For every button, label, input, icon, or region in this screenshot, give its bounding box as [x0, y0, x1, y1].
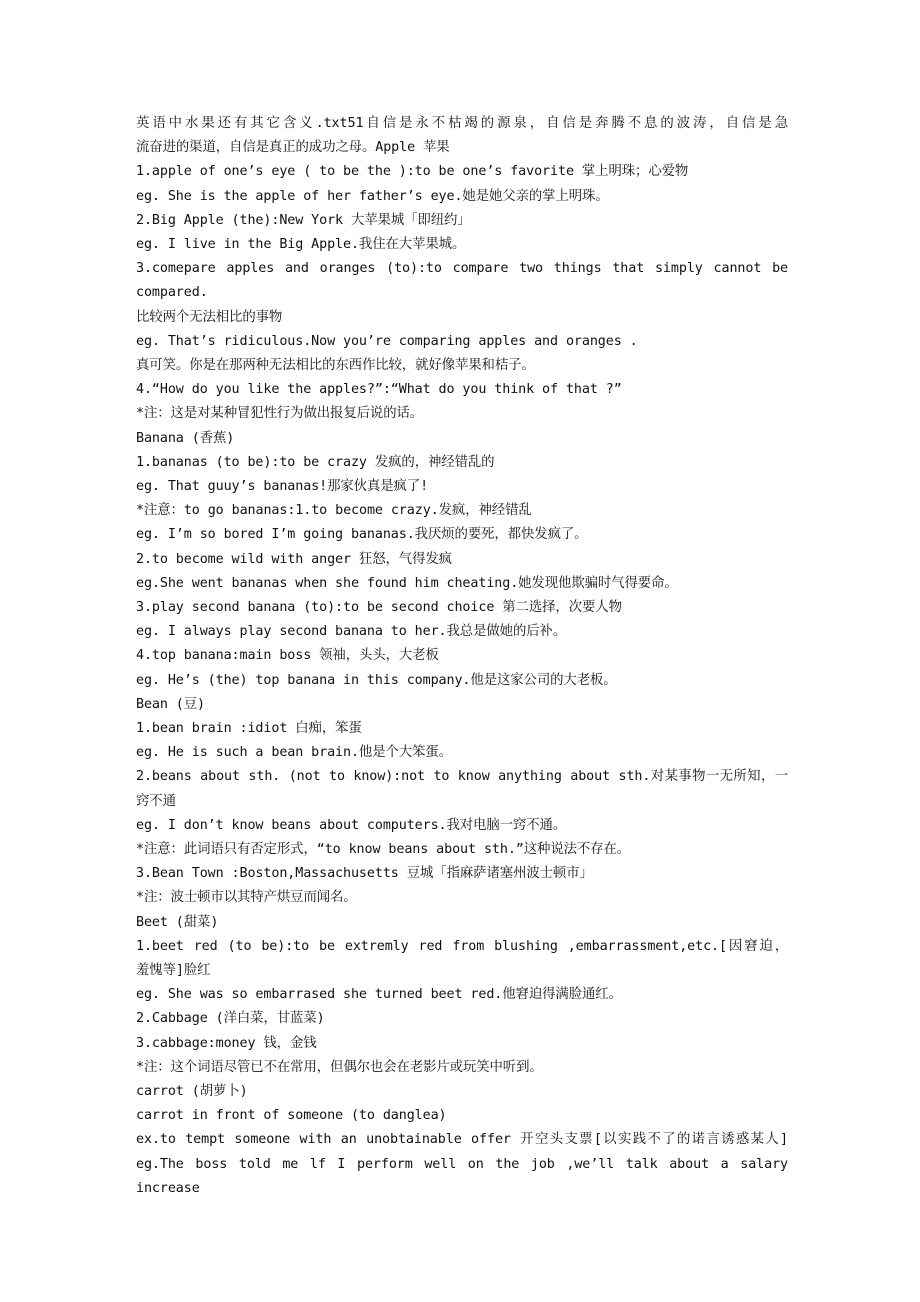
text-line: *注：这是对某种冒犯性行为做出报复后说的话。 — [136, 406, 424, 422]
text-line: 1.apple of one’s eye ( to be the ):to be one’s favorite 掌上明珠；心爱物 — [136, 164, 689, 180]
text-line: 1.bananas (to be):to be crazy 发疯的，神经错乱的 — [136, 454, 495, 470]
text-line: 3.Bean Town :Boston,Massachusetts 豆城「指麻萨诸塞州波士顿市」 — [136, 866, 593, 882]
text-line: 4.top banana:main boss 领袖，头头，大老板 — [136, 648, 439, 664]
text-line: 流奋进的渠道，自信是真正的成功之母。Apple 苹果 — [136, 140, 450, 156]
text-line: 2.beans about sth. (not to know):not to know anything about sth.对某事物一无所知，一 — [136, 769, 788, 785]
text-line: 2.Big Apple (the):New York 大苹果城「即纽约」 — [136, 212, 471, 228]
text-line: 3.cabbage:money 钱，金钱 — [136, 1035, 317, 1051]
text-line: eg. I live in the Big Apple.我住在大苹果城。 — [136, 237, 466, 252]
text-line: 1.bean brain :idiot 白痴，笨蛋 — [136, 721, 362, 737]
text-line: 3.comepare apples and oranges (to):to compare two things that simply cannot be — [136, 261, 788, 277]
text-line: 2.Cabbage (洋白菜，甘蓝菜) — [136, 1011, 325, 1027]
text-line: eg.She went bananas when she found him cheating.她发现他欺骗时气得要命。 — [136, 575, 678, 591]
text-line: 2.to become wild with anger 狂怒，气得发疯 — [136, 551, 452, 567]
text-line: eg. She was so embarrased she turned beet red.他窘迫得满脸通红。 — [136, 987, 622, 1003]
text-line: Beet (甜菜) — [136, 914, 219, 930]
text-line: carrot (胡萝卜) — [136, 1084, 248, 1100]
text-line: eg. That guuy’s bananas!那家伙真是疯了! — [136, 479, 429, 495]
text-line: 真可笑。你是在那两种无法相比的东西作比较，就好像苹果和桔子。 — [136, 358, 535, 373]
text-line: 窍不通 — [136, 793, 176, 809]
text-line: ex.to tempt someone with an unobtainable offer 开空头支票[以实践不了的诺言诱惑某人] — [136, 1132, 788, 1148]
text-line: eg. I’m so bored I’m going bananas.我厌烦的要死，都快发疯了。 — [136, 527, 588, 543]
text-line: 比较两个无法相比的事物 — [136, 309, 283, 325]
text-line: *注：这个词语尽管已不在常用，但偶尔也会在老影片或玩笑中听到。 — [136, 1059, 543, 1075]
text-line: 英语中水果还有其它含义.txt51自信是永不枯竭的源泉，自信是奔腾不息的波涛，自信是急 — [136, 116, 788, 131]
text-line: eg. He is such a bean brain.他是个大笨蛋。 — [136, 745, 452, 761]
text-line: eg. That’s ridiculous.Now you’re comparing apples and oranges . — [136, 333, 638, 349]
text-line: 羞愧等]脸红 — [136, 963, 211, 979]
text-line: *注意：此词语只有否定形式，“to know beans about sth.”这种说法不存在。 — [136, 842, 631, 858]
text-line: eg. I don’t know beans about computers.我对电脑一窍不通。 — [136, 817, 567, 833]
document-body — [136, 112, 788, 1196]
text-line: *注：波士顿市以其特产烘豆而闻名。 — [136, 890, 357, 906]
text-line: eg. He’s (the) top banana in this company.他是这家公司的大老板。 — [136, 672, 617, 688]
text-line: Bean (豆) — [136, 696, 206, 712]
text-line: 4.“How do you like the apples?”:“What do you think of that ?” — [136, 382, 622, 398]
text-line: carrot in front of someone (to danglea) — [136, 1108, 447, 1124]
text-line: *注意：to go bananas:1.to become crazy.发疯，神经错乱 — [136, 503, 532, 519]
text-line: eg.The boss told me lf I perform well on the job ,we’ll talk about a salary increase — [136, 1156, 788, 1196]
text-line: eg. She is the apple of her father’s eye.她是她父亲的掌上明珠。 — [136, 188, 609, 204]
text-line: eg. I always play second banana to her.我总是做她的后补。 — [136, 624, 567, 640]
text-line: Banana (香蕉) — [136, 430, 235, 446]
text-line: 3.play second banana (to):to be second choice 第二选择，次要人物 — [136, 600, 622, 616]
text-line: 1.beet red (to be):to be extremly red from blushing ,embarrassment,etc.[因窘迫， — [136, 938, 788, 954]
text-line: compared. — [136, 285, 208, 301]
